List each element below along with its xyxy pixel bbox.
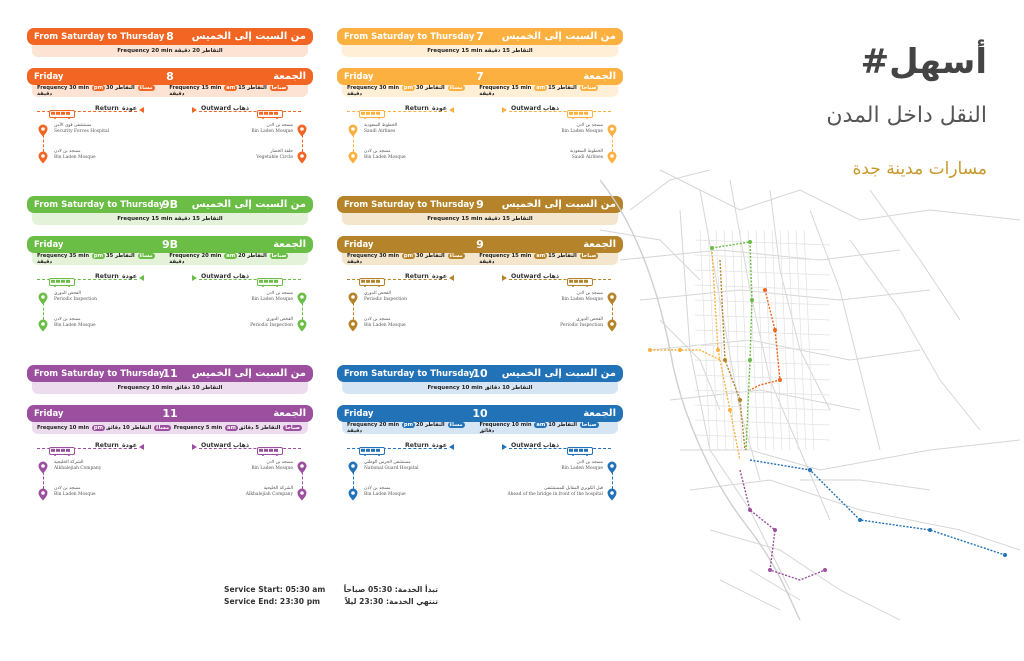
outward-arrow-icon — [502, 107, 507, 113]
friday-am-frequency — [479, 85, 613, 97]
map-street — [732, 230, 742, 450]
weekday-label-ar: من السبت إلى الخميس — [191, 368, 306, 379]
friday-frequency — [342, 85, 618, 97]
route-10-line — [750, 460, 1005, 555]
map-stop-dot — [778, 378, 782, 382]
map-street — [695, 405, 830, 410]
am-badge: am — [536, 253, 546, 259]
friday-am-frequency — [480, 422, 614, 434]
weekday-label-ar: من السبت إلى الخميس — [501, 368, 616, 379]
friday-frequency — [32, 85, 308, 97]
outward-end-stop: الشركة الخليجية Alkhalejiah Company — [245, 486, 293, 498]
pm-badge-ar: مساءً — [139, 253, 153, 259]
am-frequency-en: Frequency 15 min — [169, 85, 222, 91]
friday-pm-frequency — [347, 422, 480, 434]
location-pin-icon — [38, 122, 48, 141]
am-badge: am — [536, 85, 546, 91]
friday-label-ar: الجمعة — [583, 239, 616, 250]
am-frequency-en: Frequency 20 min — [169, 253, 222, 259]
weekday-header — [337, 196, 623, 213]
location-pin-icon — [38, 317, 48, 336]
friday-label-en: Friday — [344, 408, 374, 419]
outward-end-stop: الخطوط السعودية Saudi Airlines — [569, 149, 603, 161]
return-label-ar: عودة — [122, 273, 137, 280]
location-pin-icon — [348, 149, 358, 168]
pm-frequency-en: Frequency 10 min — [37, 425, 90, 431]
location-pin-icon — [348, 122, 358, 141]
location-pin-icon — [297, 459, 307, 478]
location-pin-icon — [38, 290, 48, 309]
return-start-stop: الخطوط السعودية Saudi Airlines — [364, 123, 398, 135]
route-number: 8 — [166, 30, 174, 43]
return-arrow-icon — [139, 275, 144, 281]
am-frequency-ar: التقاطر 20 دقيقة — [169, 253, 267, 265]
weekday-header — [27, 28, 313, 45]
route-number-friday: 7 — [476, 70, 484, 83]
friday-pm-frequency — [347, 253, 479, 265]
map-stop-dot — [716, 348, 720, 352]
am-frequency-ar: التقاطر 15 دقيقة — [169, 85, 267, 97]
am-badge-ar: صباحاً — [271, 253, 287, 259]
service-hours-ar — [338, 584, 438, 608]
am-badge-ar: صباحاً — [271, 85, 287, 91]
route-7-branch-line — [650, 350, 720, 360]
friday-am-frequency — [479, 253, 613, 265]
brand-title: #أسهل — [860, 42, 987, 82]
friday-frequency — [342, 253, 618, 265]
map-stop-dot — [808, 468, 812, 472]
return-start-stop: الفحص الدوري Periodic Inspection — [54, 291, 97, 303]
return-label-en: Return — [95, 273, 119, 280]
outward-arrow-icon — [502, 275, 507, 281]
weekday-label-en: From Saturday to Thursday — [344, 31, 475, 42]
map-stop-dot — [748, 240, 752, 244]
weekday-label-en: From Saturday to Thursday — [344, 368, 475, 379]
return-arrow-icon — [139, 444, 144, 450]
friday-label-ar: الجمعة — [583, 71, 616, 82]
service-start-ar: تبدأ الخدمة: 05:30 صباحاً — [343, 585, 438, 594]
map-street — [788, 230, 798, 450]
return-label-en: Return — [405, 105, 429, 112]
pm-frequency-ar: التقاطر 35 دقيقة — [37, 253, 135, 265]
pm-badge: pm — [93, 425, 104, 431]
return-label-en: Return — [405, 273, 429, 280]
route-number-friday: 11 — [162, 407, 178, 420]
friday-am-frequency — [169, 85, 303, 97]
map-street — [780, 230, 790, 450]
outward-label-en: Outward — [201, 105, 231, 112]
map-stop-dot — [723, 358, 727, 362]
outward-label-ar: ذهاب — [543, 273, 560, 280]
directions-row — [27, 102, 313, 118]
return-start-stop: مستشفى قوى الأمن Security Forces Hospital — [54, 123, 110, 135]
weekday-label-en: From Saturday to Thursday — [34, 199, 165, 210]
weekday-label-ar: من السبت إلى الخميس — [501, 199, 616, 210]
return-label-ar: عودة — [122, 442, 137, 449]
friday-frequency — [32, 253, 308, 265]
weekday-frequency: Frequency 15 min التقاطر 15 دقيقة — [32, 213, 308, 225]
pm-badge: pm — [403, 253, 414, 259]
friday-label-en: Friday — [34, 239, 64, 250]
friday-label-en: Friday — [34, 71, 64, 82]
return-label-ar: عودة — [432, 105, 447, 112]
map-street — [804, 230, 814, 450]
return-end-stop: مسجد بن لادن Bin Laden Mosque — [364, 317, 406, 329]
location-pin-icon — [38, 486, 48, 505]
location-pin-icon — [607, 122, 617, 141]
brand-subtitle: النقل داخل المدن — [826, 103, 987, 128]
pm-frequency-en: Frequency 30 min — [347, 253, 400, 259]
service-hours-en — [224, 584, 325, 608]
route-card-8 — [27, 28, 313, 168]
brand-subtitle-routes: مسارات مدينة جدة — [852, 159, 987, 179]
location-pin-icon — [348, 486, 358, 505]
pm-badge: pm — [93, 253, 104, 259]
am-badge-ar: صباحاً — [581, 422, 597, 428]
return-label-ar: عودة — [122, 105, 137, 112]
service-start-en: Service Start: 05:30 am — [224, 585, 326, 594]
friday-label-ar: الجمعة — [273, 71, 306, 82]
pm-frequency-ar: التقاطر 30 دقيقة — [347, 253, 445, 265]
am-frequency-en: Frequency 10 min — [479, 422, 532, 428]
outward-label-ar: ذهاب — [233, 273, 250, 280]
map-stop-dot — [678, 348, 682, 352]
stops — [337, 118, 623, 168]
pm-badge: pm — [403, 422, 414, 428]
map-street — [660, 170, 1020, 220]
location-pin-icon — [297, 290, 307, 309]
am-badge-ar: صباحاً — [581, 253, 597, 259]
pm-frequency-ar: التقاطر 30 دقيقة — [347, 85, 445, 97]
am-badge-ar: صباحاً — [581, 85, 597, 91]
route-card-11 — [27, 365, 313, 505]
route-number: 10 — [472, 367, 488, 380]
map-street — [695, 420, 830, 425]
return-arrow-icon — [449, 275, 454, 281]
weekday-header — [337, 28, 623, 45]
weekday-label-en: From Saturday to Thursday — [34, 368, 165, 379]
friday-label-ar: الجمعة — [273, 239, 306, 250]
outward-label-en: Outward — [511, 105, 541, 112]
friday-am-frequency — [169, 253, 303, 265]
return-label-en: Return — [405, 442, 429, 449]
pm-frequency-ar: التقاطر 10 دقائق — [106, 425, 152, 431]
friday-frequency — [32, 422, 308, 434]
weekday-header — [27, 365, 313, 382]
outward-arrow-icon — [502, 444, 507, 450]
friday-header — [337, 236, 623, 253]
outward-label-en: Outward — [201, 442, 231, 449]
service-end-en: Service End: 23:30 pm — [224, 596, 321, 606]
route-number-friday: 10 — [472, 407, 488, 420]
outward-start-stop: مسجد بن لادن Bin Laden Mosque — [251, 123, 293, 135]
outward-label-ar: ذهاب — [543, 442, 560, 449]
map-street — [700, 230, 710, 450]
route-number-friday: 8 — [166, 70, 174, 83]
map-stop-dot — [738, 398, 742, 402]
friday-label-ar: الجمعة — [273, 408, 306, 419]
map-street — [764, 230, 774, 450]
map-stop-dot — [773, 528, 777, 532]
return-start-stop: الفحص الدوري Periodic Inspection — [364, 291, 407, 303]
pm-badge-ar: مساءً — [449, 253, 463, 259]
return-start-stop: الشركة الخليجية Alkhalejiah Company — [54, 460, 102, 472]
outward-start-stop: مسجد بن لادن Bin Laden Mosque — [251, 291, 293, 303]
map-street — [695, 435, 830, 440]
weekday-label-en: From Saturday to Thursday — [344, 199, 475, 210]
outward-start-stop: مسجد بن لادن Bin Laden Mosque — [561, 460, 603, 472]
am-frequency-ar: التقاطر 15 دقيقة — [479, 85, 577, 97]
outward-end-stop: قبل الكوبري المقابل للمستشفى Ahead of the bridge in front of the hospital — [507, 486, 603, 498]
stops — [27, 118, 313, 168]
outward-label-ar: ذهاب — [233, 442, 250, 449]
route-number: 9 — [476, 198, 484, 211]
weekday-header — [27, 196, 313, 213]
friday-header — [337, 68, 623, 85]
map-stop-dot — [773, 328, 777, 332]
pm-badge-ar: مساءً — [139, 85, 153, 91]
map-stop-dot — [928, 528, 932, 532]
map-street — [680, 440, 1020, 470]
route-number-friday: 9 — [476, 238, 484, 251]
map-stop-dot — [763, 288, 767, 292]
friday-header — [337, 405, 623, 422]
location-pin-icon — [348, 459, 358, 478]
pm-frequency-en: Frequency 30 min — [347, 85, 400, 91]
weekday-label-ar: من السبت إلى الخميس — [501, 31, 616, 42]
map-stop-dot — [823, 568, 827, 572]
return-end-stop: مسجد بن لادن Bin Laden Mosque — [364, 149, 406, 161]
location-pin-icon — [297, 486, 307, 505]
friday-header — [27, 68, 313, 85]
location-pin-icon — [348, 290, 358, 309]
map-street — [720, 580, 780, 610]
outward-start-stop: مسجد بن لادن Bin Laden Mosque — [561, 123, 603, 135]
return-end-stop: مسجد بن لادن Bin Laden Mosque — [364, 486, 406, 498]
map-street — [724, 230, 734, 450]
pm-frequency-ar: التقاطر 20 دقيقة — [347, 422, 445, 434]
pm-frequency-ar: التقاطر 30 دقيقة — [37, 85, 135, 97]
map-street — [750, 570, 800, 600]
jeddah-route-map — [600, 150, 1020, 620]
am-badge: am — [536, 422, 546, 428]
pm-badge-ar: مساءً — [449, 422, 463, 428]
map-street — [695, 285, 830, 290]
outward-label-en: Outward — [511, 273, 541, 280]
return-arrow-icon — [449, 107, 454, 113]
route-card-9 — [337, 196, 623, 336]
weekday-header — [337, 365, 623, 382]
map-stop-dot — [748, 358, 752, 362]
map-street — [800, 480, 930, 490]
return-label-ar: عودة — [432, 442, 447, 449]
stops — [27, 455, 313, 505]
return-label-en: Return — [95, 442, 119, 449]
return-start-stop: مستشفى الحرس الوطني National Guard Hospital — [364, 460, 419, 472]
map-street — [772, 230, 782, 450]
stops — [27, 286, 313, 336]
outward-label-ar: ذهاب — [543, 105, 560, 112]
friday-pm-frequency — [37, 85, 169, 97]
map-stop-dot — [750, 298, 754, 302]
outward-arrow-icon — [192, 275, 197, 281]
map-stop-dot — [648, 348, 652, 352]
route-number: 11 — [162, 367, 178, 380]
pm-badge-ar: مساءً — [449, 85, 463, 91]
map-stop-dot — [768, 568, 772, 572]
pm-badge-ar: مساءً — [155, 425, 170, 431]
weekday-frequency: Frequency 15 min التقاطر 15 دقيقة — [342, 213, 618, 225]
weekday-frequency: Frequency 10 min التقاطر 10 دقائق — [32, 382, 308, 394]
return-label-en: Return — [95, 105, 119, 112]
map-stop-dot — [1003, 553, 1007, 557]
friday-label-en: Friday — [344, 71, 374, 82]
outward-arrow-icon — [192, 444, 197, 450]
directions-row — [337, 102, 623, 118]
map-street — [810, 210, 880, 450]
location-pin-icon — [297, 122, 307, 141]
am-badge-ar: صباحاً — [285, 425, 300, 431]
return-label-ar: عودة — [432, 273, 447, 280]
location-pin-icon — [348, 317, 358, 336]
outward-end-stop: حلقة الخضار Vegetable Circle — [256, 149, 293, 161]
am-frequency-ar: التقاطر 5 دقائق — [238, 425, 281, 431]
location-pin-icon — [38, 149, 48, 168]
location-pin-icon — [297, 149, 307, 168]
outward-end-stop: الفحص الدوري Periodic Inspection — [250, 317, 293, 329]
service-end-ar: تنتهي الخدمة: 23:30 ليلاً — [344, 596, 438, 606]
route-number: 7 — [476, 30, 484, 43]
friday-pm-frequency — [37, 425, 172, 431]
directions-row — [27, 439, 313, 455]
return-arrow-icon — [139, 107, 144, 113]
location-pin-icon — [297, 317, 307, 336]
map-street — [695, 240, 830, 245]
outward-start-stop: مسجد بن لادن Bin Laden Mosque — [561, 291, 603, 303]
weekday-label-ar: من السبت إلى الخميس — [191, 31, 306, 42]
outward-start-stop: مسجد بن لادن Bin Laden Mosque — [251, 460, 293, 472]
am-badge: am — [226, 85, 236, 91]
map-street — [630, 170, 710, 210]
am-frequency-en: Frequency 5 min — [173, 425, 223, 431]
map-stop-dot — [858, 518, 862, 522]
map-street — [710, 530, 900, 620]
pm-badge: pm — [93, 85, 104, 91]
directions-row — [27, 270, 313, 286]
friday-label-ar: الجمعة — [583, 408, 616, 419]
friday-frequency — [342, 422, 618, 434]
am-frequency-en: Frequency 15 min — [479, 85, 532, 91]
am-badge: am — [226, 253, 236, 259]
map-stop-dot — [710, 246, 714, 250]
location-pin-icon — [38, 459, 48, 478]
weekday-label-en: From Saturday to Thursday — [34, 31, 165, 42]
pm-frequency-en: Frequency 20 min — [347, 422, 400, 428]
route-number: 9B — [161, 198, 179, 211]
route-card-10 — [337, 365, 623, 505]
friday-label-en: Friday — [344, 239, 374, 250]
route-number-friday: 9B — [161, 238, 179, 251]
pm-badge: pm — [403, 85, 414, 91]
route-11-line — [740, 470, 825, 580]
outward-end-stop: الفحص الدوري Periodic Inspection — [560, 317, 603, 329]
map-street — [850, 240, 980, 430]
friday-pm-frequency — [347, 85, 479, 97]
outward-label-en: Outward — [511, 442, 541, 449]
map-street — [660, 320, 720, 410]
route-7-line — [712, 252, 740, 460]
map-stop-dot — [728, 408, 732, 412]
return-end-stop: مسجد بن لادن Bin Laden Mosque — [54, 149, 96, 161]
outward-arrow-icon — [192, 107, 197, 113]
am-frequency-ar: التقاطر 15 دقيقة — [479, 253, 577, 265]
route-card-9B — [27, 196, 313, 336]
stops — [337, 286, 623, 336]
map-street — [756, 230, 766, 450]
am-badge: am — [227, 425, 236, 431]
return-arrow-icon — [449, 444, 454, 450]
outward-label-en: Outward — [201, 273, 231, 280]
directions-row — [337, 270, 623, 286]
friday-label-en: Friday — [34, 408, 64, 419]
stops — [337, 455, 623, 505]
pm-frequency-en: Frequency 30 min — [37, 85, 90, 91]
map-street — [870, 190, 960, 320]
map-street — [695, 255, 830, 260]
return-end-stop: مسجد بن لادن Bin Laden Mosque — [54, 486, 96, 498]
map-street — [695, 330, 830, 335]
friday-pm-frequency — [37, 253, 169, 265]
friday-header — [27, 405, 313, 422]
weekday-label-ar: من السبت إلى الخميس — [191, 199, 306, 210]
map-stop-dot — [748, 508, 752, 512]
route-card-7 — [337, 28, 623, 168]
am-frequency-ar: التقاطر 10 دقائق — [479, 422, 577, 434]
weekday-frequency: Frequency 20 min التقاطر 20 دقيقة — [32, 45, 308, 57]
directions-row — [337, 439, 623, 455]
friday-header — [27, 236, 313, 253]
am-frequency-en: Frequency 15 min — [479, 253, 532, 259]
weekday-frequency: Frequency 10 min التقاطر 10 دقائق — [342, 382, 618, 394]
map-street — [600, 230, 700, 280]
pm-frequency-en: Frequency 35 min — [37, 253, 90, 259]
weekday-frequency: Frequency 15 min التقاطر 15 دقيقة — [342, 45, 618, 57]
friday-am-frequency — [174, 425, 303, 431]
outward-label-ar: ذهاب — [233, 105, 250, 112]
return-end-stop: مسجد بن لادن Bin Laden Mosque — [54, 317, 96, 329]
